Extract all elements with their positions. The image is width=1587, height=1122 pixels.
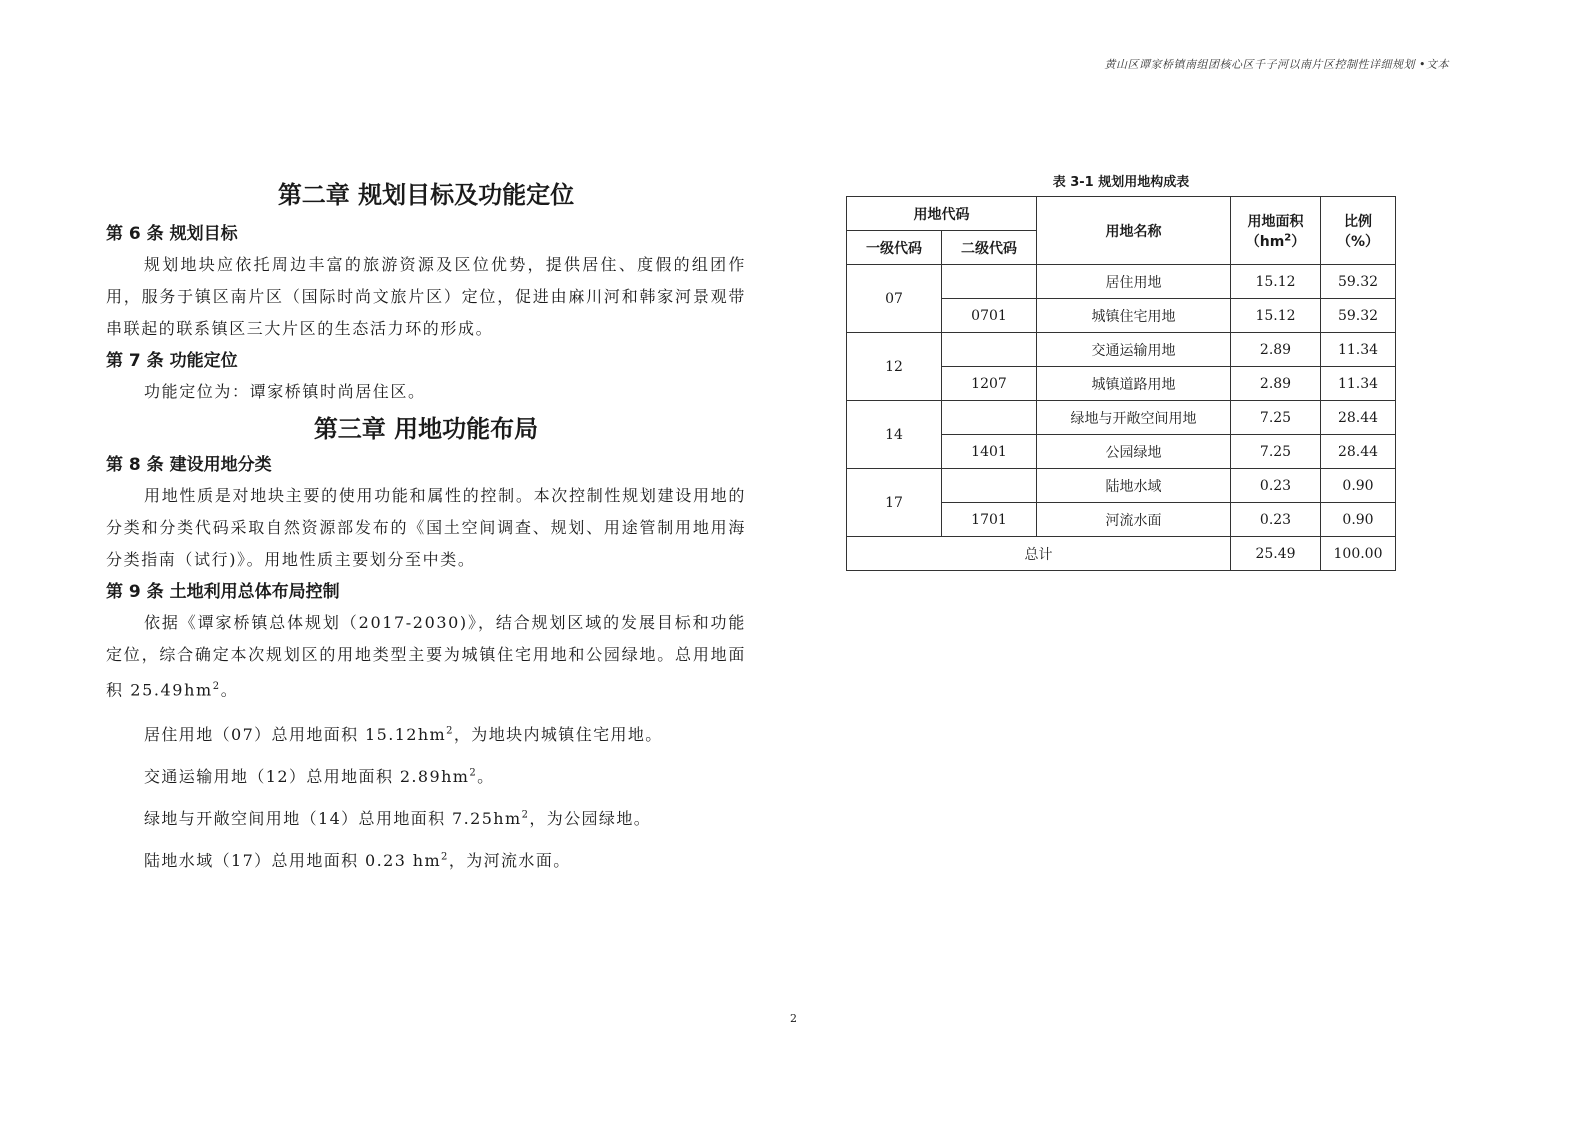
land-name-cell: 河流水面	[1037, 503, 1231, 537]
area-cell: 15.12	[1231, 299, 1321, 333]
total-ratio: 100.00	[1321, 537, 1396, 571]
level2-code-cell	[942, 333, 1037, 367]
ratio-cell: 11.34	[1321, 333, 1396, 367]
land-item-green: 绿地与开敞空间用地（14）总用地面积 $7.25hm^2$，为公园绿地。	[144, 809, 652, 828]
ratio-cell: 28.44	[1321, 401, 1396, 435]
article-7-text: 功能定位为：谭家桥镇时尚居住区。	[144, 382, 426, 401]
level1-code-cell: 14	[847, 401, 942, 469]
land-item-transport: 交通运输用地（12）总用地面积 $2.89hm^2$。	[144, 767, 495, 786]
table-caption: 表 3-1 规划用地构成表	[1052, 175, 1190, 190]
ratio-cell: 59.32	[1321, 299, 1396, 333]
area-cell: 7.25	[1231, 435, 1321, 469]
level1-code-cell: 12	[847, 333, 942, 401]
page-number: 2	[790, 1012, 797, 1025]
total-area: 25.49	[1231, 537, 1321, 571]
land-name-cell: 交通运输用地	[1037, 333, 1231, 367]
area-cell: 15.12	[1231, 265, 1321, 299]
land-name-cell: 城镇道路用地	[1037, 367, 1231, 401]
ratio-cell: 0.90	[1321, 503, 1396, 537]
header-ratio: 比例 （%）	[1321, 197, 1396, 265]
land-use-table	[846, 196, 1396, 571]
chapter-2-title: 第二章 规划目标及功能定位	[277, 181, 575, 209]
ratio-cell: 28.44	[1321, 435, 1396, 469]
header-land-name: 用地名称	[1037, 197, 1231, 265]
area-cell: 2.89	[1231, 367, 1321, 401]
header-land-code: 用地代码	[847, 197, 1037, 231]
article-6-text: 规划地块应依托周边丰富的旅游资源及区位优势，提供居住、度假的组团作用，服务于镇区南片区（国际时尚文旅片区）定位，促进由麻川河和韩家河景观带串联起的联系镇区三大片区的生态活力环的形成。	[106, 255, 746, 338]
total-row	[847, 537, 1396, 571]
area-cell: 2.89	[1231, 333, 1321, 367]
level2-code-cell	[942, 401, 1037, 435]
level2-code-cell: 1401	[942, 435, 1037, 469]
level1-code-cell: 07	[847, 265, 942, 333]
area-cell: 0.23	[1231, 469, 1321, 503]
area-cell: 7.25	[1231, 401, 1321, 435]
table-row	[847, 333, 1396, 367]
article-7-title: 第 7 条 功能定位	[106, 351, 238, 371]
level2-code-cell: 1701	[942, 503, 1037, 537]
land-name-cell: 居住用地	[1037, 265, 1231, 299]
area-cell: 0.23	[1231, 503, 1321, 537]
ratio-cell: 11.34	[1321, 367, 1396, 401]
level2-code-cell	[942, 265, 1037, 299]
land-name-cell: 绿地与开敞空间用地	[1037, 401, 1231, 435]
header-area: 用地面积 $(hm^2)$	[1231, 197, 1321, 265]
article-9-text: 依据《谭家桥镇总体规划（2017-2030)》，结合规划区域的发展目标和功能定位，综合确定本次规划区的用地类型主要为城镇住宅用地和公园绿地。总用地面积 $25.49hm^2$。	[106, 613, 746, 700]
land-item-water: 陆地水域（17）总用地面积 0.23 $hm^2$，为河流水面。	[144, 851, 571, 870]
level2-code-cell: 1207	[942, 367, 1037, 401]
running-header: 黄山区谭家桥镇南组团核心区千子河以南片区控制性详细规划 •文本	[1104, 58, 1449, 71]
article-8-title: 第 8 条 建设用地分类	[106, 455, 272, 475]
table-row	[847, 469, 1396, 503]
land-name-cell: 公园绿地	[1037, 435, 1231, 469]
land-name-cell: 陆地水域	[1037, 469, 1231, 503]
ratio-cell: 59.32	[1321, 265, 1396, 299]
article-6-title: 第 6 条 规划目标	[106, 224, 238, 244]
level1-code-cell: 17	[847, 469, 942, 537]
table-row	[847, 265, 1396, 299]
chapter-3-title: 第三章 用地功能布局	[313, 415, 539, 443]
level2-code-cell: 0701	[942, 299, 1037, 333]
ratio-cell: 0.90	[1321, 469, 1396, 503]
land-name-cell: 城镇住宅用地	[1037, 299, 1231, 333]
article-8-text: 用地性质是对地块主要的使用功能和属性的控制。本次控制性规划建设用地的分类和分类代码采取自然资源部发布的《国土空间调查、规划、用途管制用地用海分类指南（试行)》。用地性质主要划分至中类。	[106, 486, 746, 569]
table-row	[847, 401, 1396, 435]
header-level2-code: 二级代码	[942, 231, 1037, 265]
right-column	[846, 174, 1396, 571]
level2-code-cell	[942, 469, 1037, 503]
land-item-residential: 居住用地（07）总用地面积 $15.12hm^2$，为地块内城镇住宅用地。	[144, 725, 663, 744]
left-column	[106, 178, 746, 870]
article-9-title: 第 9 条 土地利用总体布局控制	[106, 582, 340, 602]
header-level1-code: 一级代码	[847, 231, 942, 265]
total-label: 总计	[847, 537, 1231, 571]
